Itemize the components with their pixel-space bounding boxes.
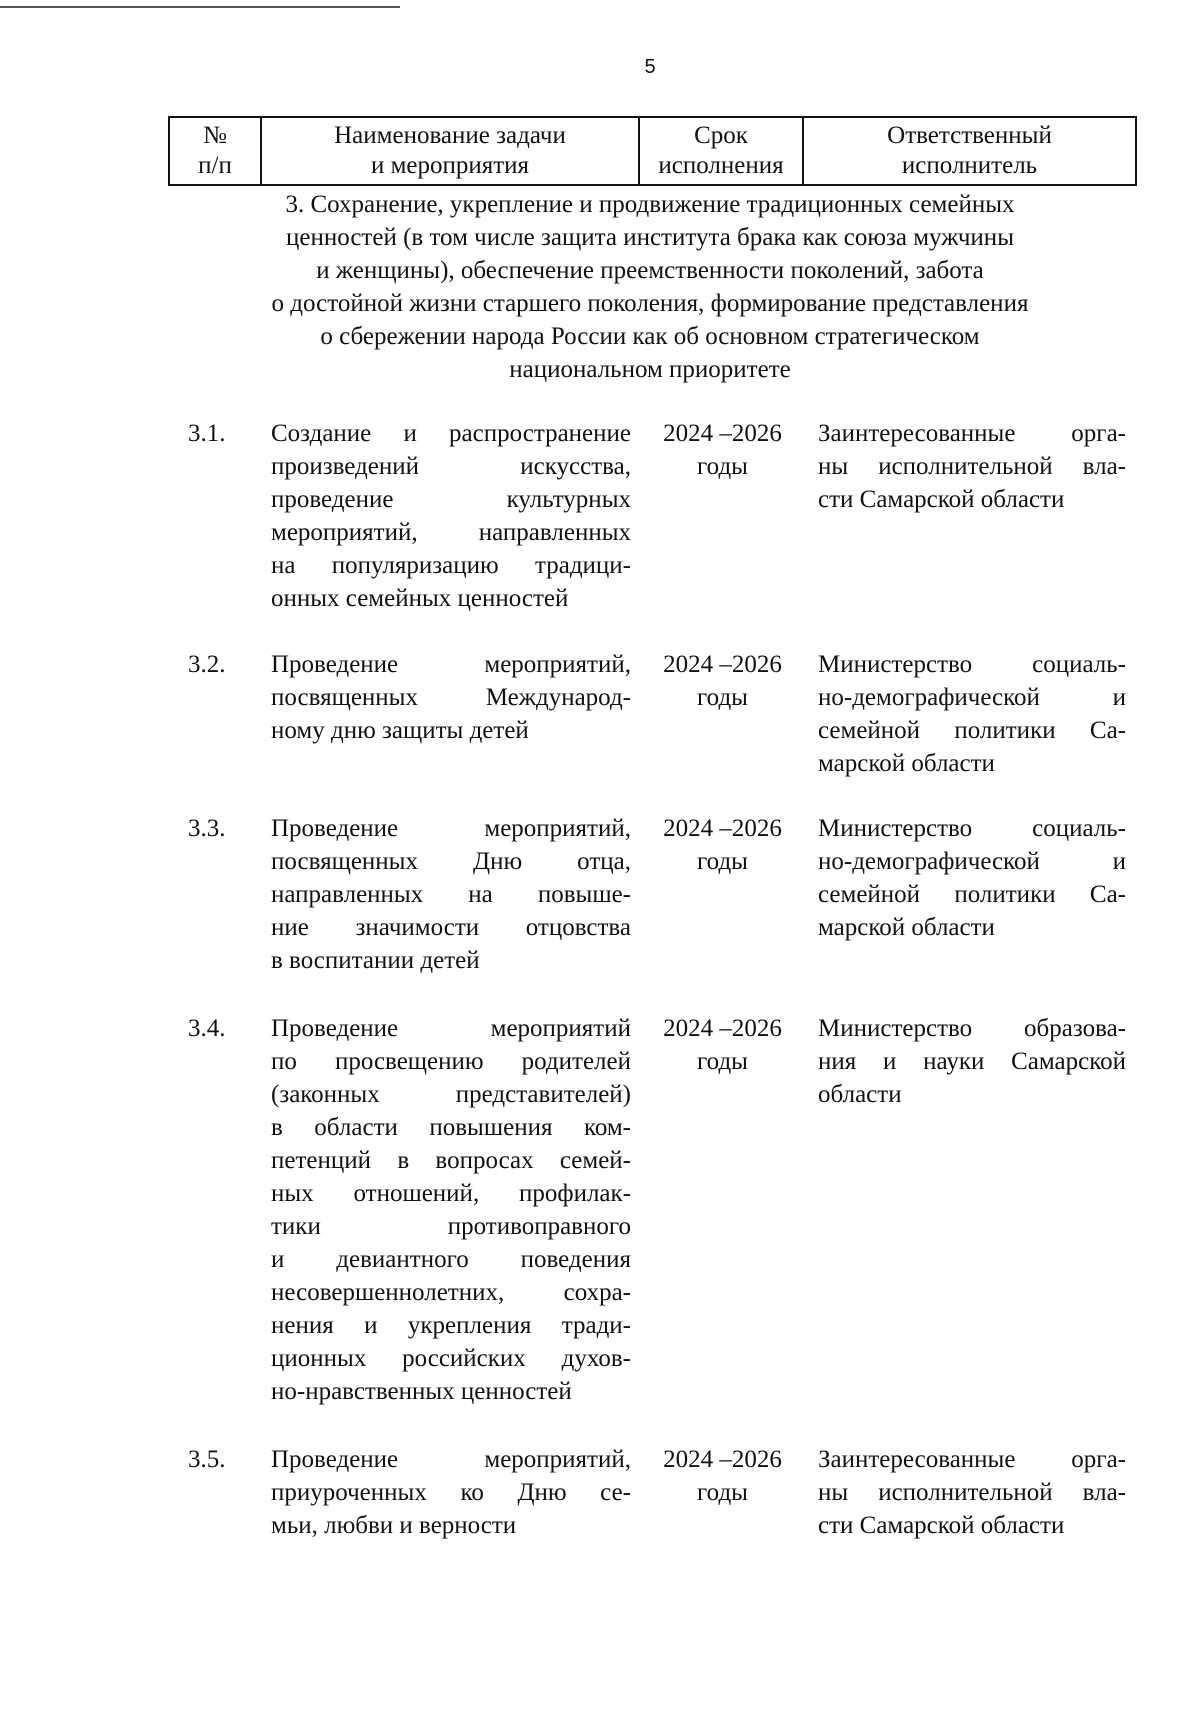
- task-name-line: ных отношений, профилак-: [271, 1180, 631, 1207]
- term-cell-line: 2024 –: [663, 420, 732, 447]
- term-cell: [650, 1012, 795, 1078]
- term-cell-line: 2026 годы: [697, 651, 782, 711]
- header-term-line-2: исполнения: [658, 152, 784, 179]
- responsible-executor-line: ны исполнительной вла-: [818, 1479, 1126, 1506]
- term-cell-line: 2026 годы: [697, 815, 782, 875]
- task-name-line: (законных представителей): [271, 1081, 631, 1108]
- task-name-line: по просвещению родителей: [271, 1048, 631, 1075]
- section-title-line: о сбережении народа России как об основном стратегическом: [320, 323, 980, 350]
- responsible-executor-line: Министерство социаль-: [818, 651, 1126, 678]
- task-name-line: в области повышения ком-: [271, 1114, 631, 1141]
- task-name: [271, 417, 631, 615]
- task-name-line: но-нравственных ценностей: [271, 1378, 572, 1405]
- responsible-executor-line: но-демографической и: [818, 684, 1126, 711]
- section-title-line: и женщины), обеспечение преемственности поколений, забота: [316, 257, 984, 284]
- header-task-line-2: и мероприятия: [370, 152, 530, 179]
- task-name-line: Проведение мероприятий,: [271, 815, 631, 842]
- term-cell: [650, 417, 795, 483]
- task-name: [271, 1012, 631, 1408]
- term-cell-line: 2024 –: [663, 815, 732, 842]
- task-name-line: направленных на повыше-: [271, 881, 631, 908]
- task-name-line: Создание и распространение: [271, 420, 631, 447]
- task-name: [271, 1443, 631, 1542]
- header-resp-line-1: Ответственный: [887, 122, 1052, 149]
- row-number: 3.4.: [188, 1015, 226, 1042]
- task-name: [271, 812, 631, 977]
- task-name-line: ному дню защиты детей: [271, 717, 529, 744]
- task-name: [271, 648, 631, 747]
- task-name-line: ционных российских духов-: [271, 1345, 631, 1372]
- responsible-executor-line: семейной политики Са-: [818, 881, 1126, 908]
- task-name-line: мероприятий, направленных: [271, 519, 631, 546]
- section-title-line: ценностей (в том числе защита института брака как союза мужчины: [285, 224, 1014, 251]
- task-name-line: Проведение мероприятий,: [271, 651, 631, 678]
- responsible-executor: [818, 812, 1126, 944]
- term-cell-line: 2026 годы: [697, 420, 782, 480]
- responsible-executor-line: семейной политики Са-: [818, 717, 1126, 744]
- responsible-executor-line: Заинтересованные орга-: [818, 420, 1126, 447]
- task-name-line: в воспитании детей: [271, 947, 480, 974]
- term-cell-line: 2024 –: [663, 1446, 732, 1473]
- responsible-executor: [818, 1012, 1126, 1111]
- responsible-executor-line: ния и науки Самарской: [818, 1048, 1126, 1075]
- responsible-executor-line: Министерство социаль-: [818, 815, 1126, 842]
- term-cell: [650, 648, 795, 714]
- responsible-executor-line: сти Самарской области: [818, 486, 1065, 513]
- term-cell: [650, 812, 795, 878]
- task-name-line: тики противоправного: [271, 1213, 631, 1240]
- task-name-line: посвященных Дню отца,: [271, 848, 631, 875]
- responsible-executor-line: ны исполнительной вла-: [818, 453, 1126, 480]
- responsible-executor-line: но-демографической и: [818, 848, 1126, 875]
- task-name-line: и девиантного поведения: [271, 1246, 631, 1273]
- task-name-line: проведение культурных: [271, 486, 631, 513]
- term-cell-line: 2024 –: [663, 1015, 732, 1042]
- task-name-line: онных семейных ценностей: [271, 585, 569, 612]
- term-cell-line: 2026 годы: [697, 1015, 782, 1075]
- task-name-line: нения и укрепления тради-: [271, 1312, 631, 1339]
- header-resp-line-2: исполнитель: [901, 152, 1038, 179]
- responsible-executor-line: Министерство образова-: [818, 1015, 1126, 1042]
- task-name-line: на популяризацию традици-: [271, 552, 631, 579]
- task-name-line: ние значимости отцовства: [271, 914, 631, 941]
- responsible-executor: [818, 417, 1126, 516]
- header-task-line-1: Наименование задачи: [334, 122, 566, 149]
- page-number: 5: [644, 56, 656, 78]
- header-num-line-2: п/п: [198, 152, 232, 179]
- section-title-line: национальном приоритете: [509, 356, 791, 383]
- task-name-line: Проведение мероприятий,: [271, 1446, 631, 1473]
- row-number: 3.2.: [188, 651, 226, 678]
- scan-edge-line: [0, 6, 400, 8]
- header-col-resp: [803, 117, 1136, 185]
- header-num-line-1: №: [203, 122, 227, 149]
- responsible-executor-line: сти Самарской области: [818, 1512, 1065, 1539]
- table-header: [168, 116, 1137, 186]
- header-col-num: [169, 117, 261, 185]
- term-cell: [650, 1443, 795, 1509]
- header-col-task: [261, 117, 639, 185]
- section-title-line: о достойной жизни старшего поколения, формирование представления: [271, 290, 1029, 317]
- section-title: [200, 188, 1100, 386]
- term-cell-line: 2024 –: [663, 651, 732, 678]
- row-number: 3.1.: [188, 420, 226, 447]
- task-name-line: Проведение мероприятий: [271, 1015, 631, 1042]
- responsible-executor-line: марской области: [818, 914, 995, 941]
- task-name-line: приуроченных ко Дню се-: [271, 1479, 631, 1506]
- section-title-line: 3. Сохранение, укрепление и продвижение традиционных семейных: [285, 191, 1015, 218]
- row-number: 3.3.: [188, 815, 226, 842]
- task-name-line: петенций в вопросах семей-: [271, 1147, 631, 1174]
- responsible-executor: [818, 1443, 1126, 1542]
- responsible-executor-line: Заинтересованные орга-: [818, 1446, 1126, 1473]
- header-col-term: [639, 117, 803, 185]
- task-name-line: мьи, любви и верности: [271, 1512, 517, 1539]
- row-number: 3.5.: [188, 1446, 226, 1473]
- task-name-line: произведений искусства,: [271, 453, 631, 480]
- responsible-executor-line: марской области: [818, 750, 995, 777]
- responsible-executor: [818, 648, 1126, 780]
- term-cell-line: 2026 годы: [697, 1446, 782, 1506]
- header-term-line-1: Срок: [694, 122, 748, 149]
- task-name-line: несовершеннолетних, сохра-: [271, 1279, 631, 1306]
- responsible-executor-line: области: [818, 1081, 902, 1108]
- task-name-line: посвященных Международ-: [271, 684, 631, 711]
